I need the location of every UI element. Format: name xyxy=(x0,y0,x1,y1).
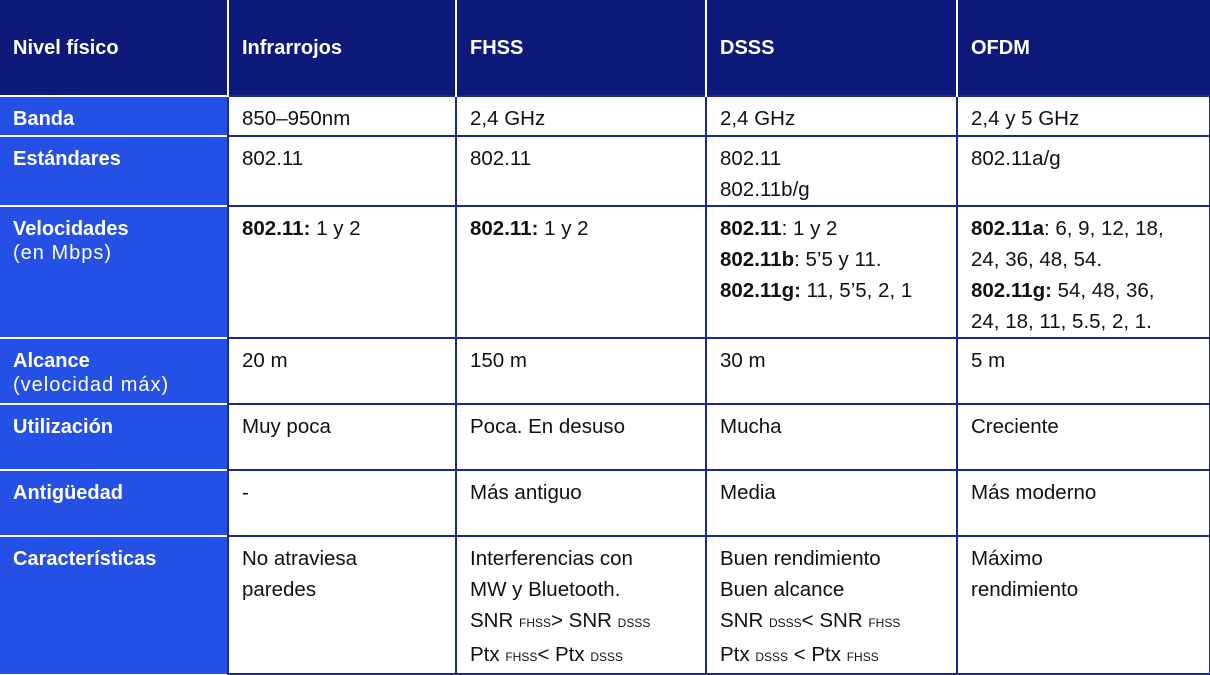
subscript-label: DSSS xyxy=(768,616,802,630)
header-cell-dsss xyxy=(706,0,957,96)
table-cell xyxy=(706,404,957,470)
cell-line: Poca. En desuso xyxy=(470,415,625,438)
header-cell-ofdm xyxy=(957,0,1210,96)
row-label: Utilización xyxy=(13,416,114,438)
row-header-cell xyxy=(0,136,228,206)
table-cell xyxy=(957,404,1210,470)
cell-line: rendimiento xyxy=(971,578,1079,601)
header-row xyxy=(0,0,1210,96)
table-row xyxy=(0,536,1210,674)
header-label: DSSS xyxy=(720,37,775,59)
row-header-cell xyxy=(0,96,228,136)
cell-line: 802.11 xyxy=(242,147,304,170)
table-cell xyxy=(456,206,706,338)
row-label: Antigüedad xyxy=(13,482,123,504)
header-cell-nivel-fisico xyxy=(0,0,228,96)
cell-line: Media xyxy=(720,481,776,504)
cell-line: 850–950nm xyxy=(242,107,351,130)
cell-line: 802.11: 1 y 2 xyxy=(242,217,361,240)
standard-label: 802.11b xyxy=(720,248,795,271)
row-header-cell xyxy=(0,206,228,338)
cell-line: 2,4 GHz xyxy=(720,107,796,130)
cell-line: Buen alcance xyxy=(720,578,845,601)
table-cell xyxy=(706,96,957,136)
table-cell xyxy=(957,470,1210,536)
cell-line: 802.11a: 6, 9, 12, 18, xyxy=(971,217,1164,240)
table-row xyxy=(0,404,1210,470)
header-cell-infrarrojos xyxy=(228,0,456,96)
cell-line: 20 m xyxy=(242,349,288,372)
cell-line: Buen rendimiento xyxy=(720,547,881,570)
cell-line: 802.11b/g xyxy=(720,178,810,201)
table-cell xyxy=(456,404,706,470)
table-cell xyxy=(957,136,1210,206)
table-cell xyxy=(228,338,456,404)
cell-line: 802.11 xyxy=(720,147,782,170)
cell-line: 24, 36, 48, 54. xyxy=(971,248,1103,271)
row-sublabel: (en Mbps) xyxy=(13,242,113,264)
cell-line: Mucha xyxy=(720,415,782,438)
cell-line: 802.11b: 5’5 y 11. xyxy=(720,248,882,271)
cell-line: paredes xyxy=(242,578,317,601)
table-cell xyxy=(228,96,456,136)
table-row xyxy=(0,136,1210,206)
table-cell xyxy=(456,96,706,136)
table-cell xyxy=(456,136,706,206)
table-cell xyxy=(706,136,957,206)
table-row xyxy=(0,338,1210,404)
row-label: Alcance xyxy=(13,350,90,372)
cell-line: Creciente xyxy=(971,415,1059,438)
cell-line: SNR DSSS< SNR FHSS xyxy=(720,609,901,632)
header-label: Nivel físico xyxy=(13,37,119,59)
table-cell xyxy=(957,96,1210,136)
cell-line: Máximo xyxy=(971,547,1043,570)
row-header-cell xyxy=(0,338,228,404)
cell-line: 150 m xyxy=(470,349,527,372)
cell-line: Más moderno xyxy=(971,481,1097,504)
cell-line: 802.11: 1 y 2 xyxy=(720,217,838,240)
table-cell xyxy=(228,136,456,206)
table-cell xyxy=(228,470,456,536)
standard-label: 802.11 xyxy=(720,217,782,240)
row-label: Estándares xyxy=(13,148,121,170)
cell-line: Interferencias con xyxy=(470,547,633,570)
table-cell xyxy=(706,470,957,536)
cell-line: 802.11g: 11, 5’5, 2, 1 xyxy=(720,279,913,302)
table-cell xyxy=(228,206,456,338)
subscript-label: FHSS xyxy=(505,650,538,664)
cell-line: SNR FHSS> SNR DSSS xyxy=(470,609,651,632)
standard-label: 802.11: xyxy=(470,217,539,240)
row-label: Velocidades xyxy=(13,218,129,240)
subscript-label: DSSS xyxy=(590,650,624,664)
standard-label: 802.11a xyxy=(971,217,1044,240)
cell-line: MW y Bluetooth. xyxy=(470,578,621,601)
cell-line: 5 m xyxy=(971,349,1006,372)
header-cell-fhss xyxy=(456,0,706,96)
row-label: Características xyxy=(13,548,157,570)
subscript-label: DSSS xyxy=(755,650,789,664)
table-cell xyxy=(456,338,706,404)
cell-line: No atraviesa xyxy=(242,547,358,570)
table-row xyxy=(0,96,1210,136)
table-row xyxy=(0,470,1210,536)
cell-line: 802.11 xyxy=(470,147,532,170)
table-cell xyxy=(706,206,957,338)
row-header-cell xyxy=(0,536,228,674)
cell-line: 24, 18, 11, 5.5, 2, 1. xyxy=(971,310,1152,333)
row-header-cell xyxy=(0,470,228,536)
standard-label: 802.11g: xyxy=(971,279,1052,302)
subscript-label: FHSS xyxy=(868,616,901,630)
table-cell xyxy=(957,536,1210,674)
table-body xyxy=(0,96,1210,674)
subscript-label: FHSS xyxy=(518,616,551,630)
cell-line: 802.11a/g xyxy=(971,147,1061,170)
standard-label: 802.11g: xyxy=(720,279,801,302)
row-sublabel: (velocidad máx) xyxy=(13,374,170,396)
header-label: FHSS xyxy=(470,37,524,59)
subscript-label: FHSS xyxy=(846,650,879,664)
table-cell xyxy=(456,470,706,536)
table-cell xyxy=(957,338,1210,404)
cell-line: 802.11g: 54, 48, 36, xyxy=(971,279,1155,302)
table-cell xyxy=(456,536,706,674)
cell-line: Ptx FHSS< Ptx DSSS xyxy=(470,643,624,666)
cell-line: Más antiguo xyxy=(470,481,582,504)
row-label: Banda xyxy=(13,108,75,130)
cell-line: Ptx DSSS < Ptx FHSS xyxy=(720,643,879,666)
table-cell xyxy=(957,206,1210,338)
standard-label: 802.11: xyxy=(242,217,311,240)
row-header-cell xyxy=(0,404,228,470)
cell-line: 802.11: 1 y 2 xyxy=(470,217,589,240)
cell-line: 30 m xyxy=(720,349,766,372)
table-cell xyxy=(706,536,957,674)
cell-line: Muy poca xyxy=(242,415,331,438)
cell-line: 2,4 GHz xyxy=(470,107,546,130)
table-row xyxy=(0,206,1210,338)
header-label: OFDM xyxy=(971,37,1030,59)
cell-line: - xyxy=(242,481,249,504)
cell-line: 2,4 y 5 GHz xyxy=(971,107,1080,130)
table-cell xyxy=(228,536,456,674)
table-cell xyxy=(228,404,456,470)
header-label: Infrarrojos xyxy=(242,37,343,59)
subscript-label: DSSS xyxy=(617,616,651,630)
table-cell xyxy=(706,338,957,404)
